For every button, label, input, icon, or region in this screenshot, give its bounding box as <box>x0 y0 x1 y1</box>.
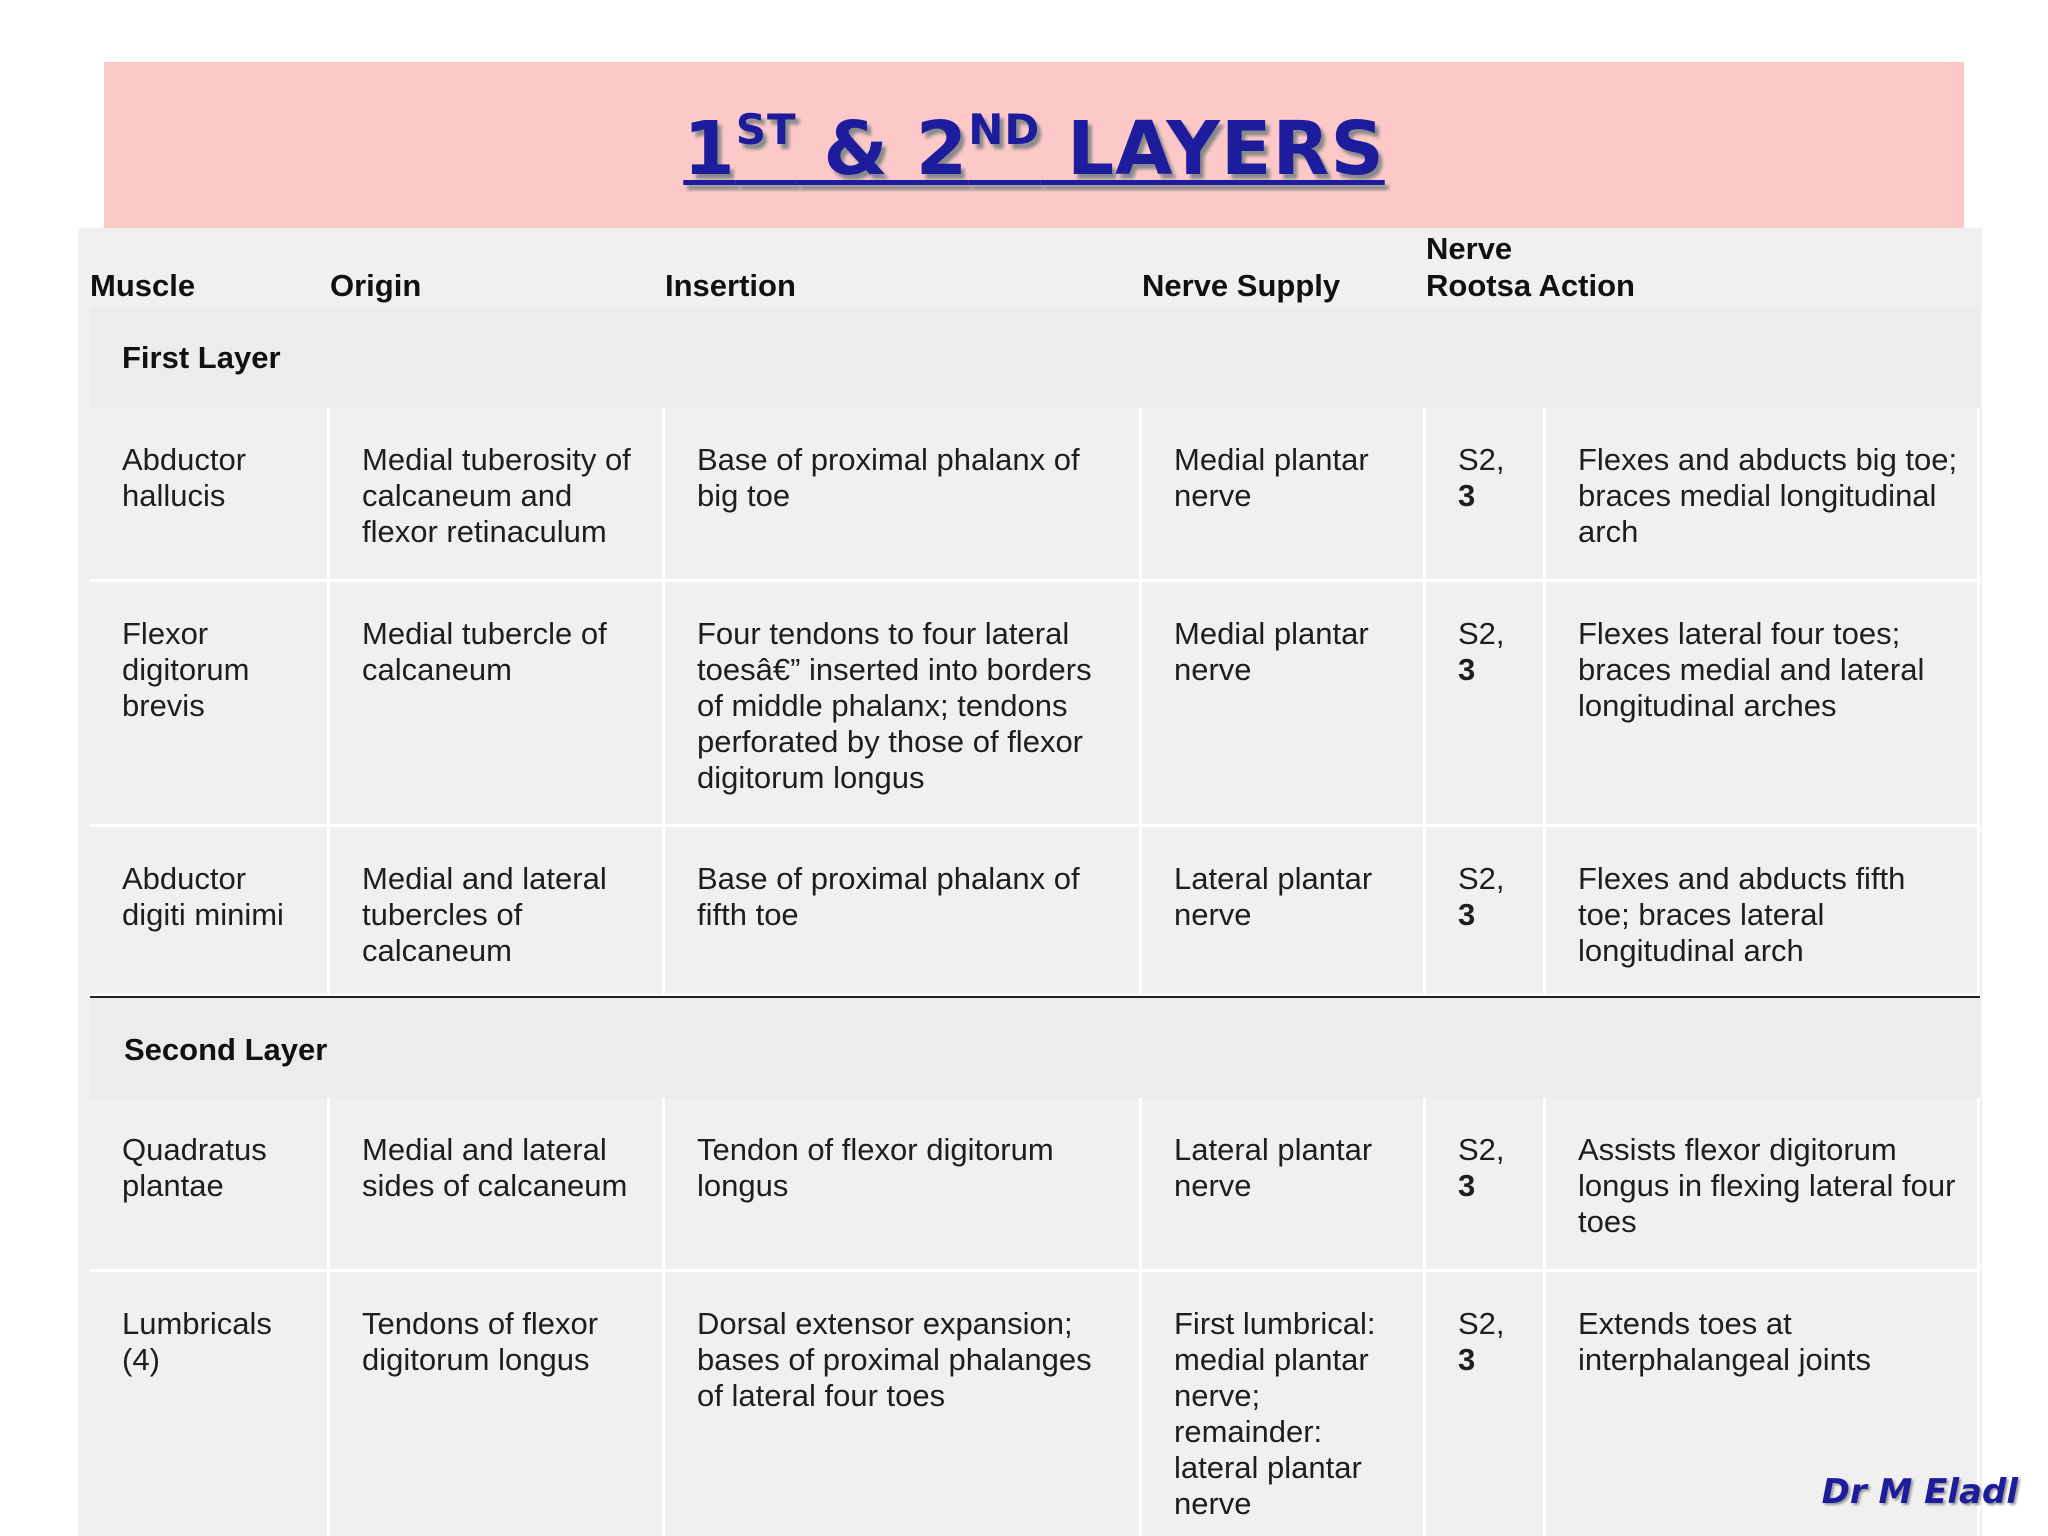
roots-a: S2, <box>1458 1306 1505 1341</box>
cell-origin: Medial tubercle of calcaneum <box>330 582 665 827</box>
roots-b: 3 <box>1458 897 1476 932</box>
cell-muscle: Abductor digiti minimi <box>90 827 330 997</box>
roots-a: S2, <box>1458 1132 1505 1167</box>
cell-nerve-supply: Lateral plantar nerve <box>1142 827 1426 997</box>
header-insertion: Insertion <box>665 268 796 303</box>
cell-insertion: Base of proximal phalanx of big toe <box>665 408 1142 582</box>
header-nerve-roots-action <box>1426 230 1635 304</box>
cell-action: Assists flexor digitorum longus in flexing lateral four toes <box>1546 1098 1980 1272</box>
cell-muscle: Flexor digitorum brevis <box>90 582 330 827</box>
slide-title: 1ST & 2ND LAYERS <box>683 105 1385 192</box>
header-nerve-roots-line1: Nerve <box>1426 231 1513 266</box>
section-second-layer <box>90 998 1980 1101</box>
cell-nerve-roots <box>1426 1098 1546 1272</box>
table-row <box>90 408 1980 582</box>
table-row <box>90 827 1980 997</box>
roots-b: 3 <box>1458 478 1476 513</box>
section-label: First Layer <box>122 340 281 375</box>
cell-action: Flexes and abducts fifth toe; braces lateral longitudinal arch <box>1546 827 1980 997</box>
roots-a: S2, <box>1458 442 1505 477</box>
cell-nerve-roots <box>1426 408 1546 582</box>
cell-origin: Medial tuberosity of calcaneum and flexor retinaculum <box>330 408 665 582</box>
roots-b: 3 <box>1458 1342 1476 1377</box>
section-first-layer <box>90 306 1980 411</box>
cell-origin: Tendons of flexor digitorum longus <box>330 1272 665 1536</box>
cell-insertion: Dorsal extensor expansion; bases of proximal phalanges of lateral four toes <box>665 1272 1142 1536</box>
cell-nerve-supply: First lumbrical: medial plantar nerve; remainder: lateral plantar nerve <box>1142 1272 1426 1536</box>
cell-nerve-roots <box>1426 1272 1546 1536</box>
cell-muscle: Lumbricals (4) <box>90 1272 330 1536</box>
roots-a: S2, <box>1458 616 1505 651</box>
table-row <box>90 1272 1980 1536</box>
cell-muscle: Abductor hallucis <box>90 408 330 582</box>
cell-nerve-roots <box>1426 582 1546 827</box>
cell-action: Flexes lateral four toes; braces medial and lateral longitudinal arches <box>1546 582 1980 827</box>
cell-action: Flexes and abducts big toe; braces medial longitudinal arch <box>1546 408 1980 582</box>
table-header <box>90 228 1980 308</box>
author-signature: Dr M Eladl <box>1821 1472 2018 1512</box>
header-nerve-supply: Nerve Supply <box>1142 268 1341 303</box>
table-row <box>90 582 1980 827</box>
cell-action: Extends toes at interphalangeal joints <box>1546 1272 1980 1536</box>
cell-insertion: Tendon of flexor digitorum longus <box>665 1098 1142 1272</box>
cell-origin: Medial and lateral tubercles of calcaneum <box>330 827 665 997</box>
cell-nerve-supply: Lateral plantar nerve <box>1142 1098 1426 1272</box>
cell-nerve-supply: Medial plantar nerve <box>1142 582 1426 827</box>
cell-insertion: Base of proximal phalanx of fifth toe <box>665 827 1142 997</box>
header-origin: Origin <box>330 268 422 303</box>
cell-nerve-supply: Medial plantar nerve <box>1142 408 1426 582</box>
header-nerve-roots-line2: Rootsa Action <box>1426 268 1635 303</box>
cell-nerve-roots <box>1426 827 1546 997</box>
header-muscle: Muscle <box>90 268 196 303</box>
cell-insertion: Four tendons to four lateral toesâ€” inserted into borders of middle phalanx; tendons perforated by those of flexor digitorum longus <box>665 582 1142 827</box>
roots-a: S2, <box>1458 861 1505 896</box>
title-band <box>104 62 1964 228</box>
cell-origin: Medial and lateral sides of calcaneum <box>330 1098 665 1272</box>
section-label: Second Layer <box>124 1032 328 1067</box>
table-row <box>90 1098 1980 1272</box>
cell-muscle: Quadratus plantae <box>90 1098 330 1272</box>
roots-b: 3 <box>1458 652 1476 687</box>
roots-b: 3 <box>1458 1168 1476 1203</box>
